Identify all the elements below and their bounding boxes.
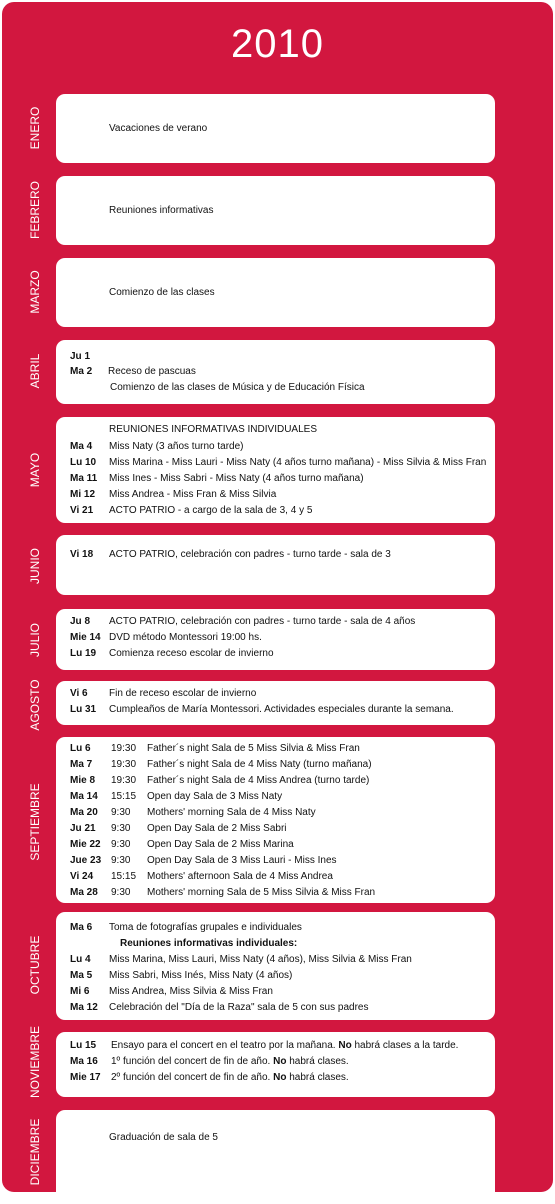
event-day: Ma 28 bbox=[70, 887, 98, 898]
event-day: Ju 8 bbox=[70, 616, 91, 627]
event-time: 9:30 bbox=[111, 839, 131, 850]
event-text: Graduación de sala de 5 bbox=[109, 1132, 218, 1143]
event-time: 9:30 bbox=[111, 855, 131, 866]
event-day: Ma 7 bbox=[70, 759, 93, 770]
month-label-marzo: MARZO bbox=[28, 270, 42, 314]
event-day: Ma 16 bbox=[70, 1056, 98, 1067]
event-day: Ju 1 bbox=[70, 351, 91, 362]
event-text: Toma de fotografías grupales e individuales bbox=[109, 922, 302, 933]
event-text: Reuniones informativas bbox=[109, 205, 214, 216]
event-text: Miss Sabri, Miss Inés, Miss Naty (4 años) bbox=[109, 970, 293, 981]
event-text: Comienza receso escolar de invierno bbox=[109, 648, 274, 659]
event-day: Ma 5 bbox=[70, 970, 93, 981]
event-text: ACTO PATRIO, celebración con padres - turno tarde - sala de 4 años bbox=[109, 616, 416, 627]
section-heading: Reuniones informativas individuales: bbox=[120, 938, 298, 949]
event-day: Ma 2 bbox=[70, 366, 93, 377]
event-text: Mothers' afternoon Sala de 4 Miss Andrea bbox=[147, 871, 333, 882]
event-time: 9:30 bbox=[111, 823, 131, 834]
event-day: Jue 23 bbox=[70, 855, 102, 866]
month-box-abril bbox=[56, 340, 495, 404]
month-box-febrero bbox=[56, 176, 495, 245]
event-text: ACTO PATRIO - a cargo de la sala de 3, 4 y 5 bbox=[109, 505, 313, 516]
month-box-diciembre bbox=[56, 1110, 495, 1204]
event-time: 19:30 bbox=[111, 775, 137, 786]
event-text: Father´s night Sala de 4 Miss Andrea (turno tarde) bbox=[147, 775, 370, 786]
event-day: Lu 31 bbox=[70, 704, 97, 715]
month-box-julio bbox=[56, 609, 495, 670]
event-time: 9:30 bbox=[111, 807, 131, 818]
event-time: 15:15 bbox=[111, 791, 137, 802]
event-text: Vacaciones de verano bbox=[109, 123, 208, 134]
event-text: 1º función del concert de fin de año. No habrá clases. bbox=[111, 1056, 349, 1067]
month-label-octubre: OCTUBRE bbox=[28, 935, 42, 995]
event-text: Comienzo de las clases de Música y de Educación Física bbox=[110, 382, 365, 393]
event-text: Miss Marina, Miss Lauri, Miss Naty (4 años), Miss Silvia & Miss Fran bbox=[109, 954, 412, 965]
event-text: Miss Marina - Miss Lauri - Miss Naty (4 años turno mañana) - Miss Silvia & Miss Fran bbox=[109, 457, 487, 468]
event-text: Miss Naty (3 años turno tarde) bbox=[109, 441, 244, 452]
event-day: Vi 18 bbox=[70, 549, 94, 560]
event-day: Ma 12 bbox=[70, 1002, 98, 1013]
event-text: Open Day Sala de 2 Miss Marina bbox=[147, 839, 294, 850]
month-label-febrero: FEBRERO bbox=[28, 180, 42, 240]
event-day: Mie 8 bbox=[70, 775, 96, 786]
month-label-julio: JULIO bbox=[28, 622, 42, 658]
month-label-agosto: AGOSTO bbox=[28, 679, 42, 731]
event-day: Ju 21 bbox=[70, 823, 96, 834]
event-text: Cumpleaños de María Montessori. Actividades especiales durante la semana. bbox=[109, 704, 454, 715]
event-day: Vi 21 bbox=[70, 505, 94, 516]
event-time: 19:30 bbox=[111, 759, 137, 770]
event-day: Ma 20 bbox=[70, 807, 98, 818]
event-day: Lu 6 bbox=[70, 743, 91, 754]
month-box-septiembre bbox=[56, 737, 495, 903]
event-day: Ma 14 bbox=[70, 791, 98, 802]
month-label-noviembre: NOVIEMBRE bbox=[28, 1025, 42, 1099]
event-day: Vi 24 bbox=[70, 871, 94, 882]
month-box-octubre bbox=[56, 912, 495, 1020]
month-label-diciembre: DICIEMBRE bbox=[28, 1118, 42, 1186]
event-text: 2º función del concert de fin de año. No habrá clases. bbox=[111, 1072, 349, 1083]
event-text: Miss Andrea - Miss Fran & Miss Silvia bbox=[109, 489, 277, 500]
event-text: Father´s night Sala de 4 Miss Naty (turno mañana) bbox=[147, 759, 372, 770]
month-box-agosto bbox=[56, 681, 495, 725]
month-label-abril: ABRIL bbox=[28, 353, 42, 389]
event-text: Mothers' morning Sala de 4 Miss Naty bbox=[147, 807, 316, 818]
event-time: 9:30 bbox=[111, 887, 131, 898]
event-text: Miss Andrea, Miss Silvia & Miss Fran bbox=[109, 986, 273, 997]
event-text: Celebración del "Día de la Raza" sala de 5 con sus padres bbox=[109, 1002, 369, 1013]
event-text: Miss Ines - Miss Sabri - Miss Naty (4 años turno mañana) bbox=[109, 473, 364, 484]
month-box-noviembre bbox=[56, 1032, 495, 1097]
month-label-mayo: MAYO bbox=[28, 452, 42, 488]
event-day: Lu 19 bbox=[70, 648, 97, 659]
year-title: 2010 bbox=[231, 22, 324, 66]
month-box-marzo bbox=[56, 258, 495, 327]
event-text: Open Day Sala de 3 Miss Lauri - Miss Ines bbox=[147, 855, 337, 866]
event-text: ACTO PATRIO, celebración con padres - turno tarde - sala de 3 bbox=[109, 549, 391, 560]
event-text: Ensayo para el concert en el teatro por la mañana. No habrá clases a la tarde. bbox=[111, 1040, 459, 1051]
event-day: Ma 11 bbox=[70, 473, 98, 484]
event-time: 15:15 bbox=[111, 871, 137, 882]
section-heading: REUNIONES INFORMATIVAS INDIVIDUALES bbox=[109, 424, 317, 435]
event-text: Comienzo de las clases bbox=[109, 287, 215, 298]
event-text: Mothers' morning Sala de 5 Miss Silvia & Miss Fran bbox=[147, 887, 376, 898]
event-text: Receso de pascuas bbox=[108, 366, 196, 377]
event-day: Lu 15 bbox=[70, 1040, 97, 1051]
month-label-septiembre: SEPTIEMBRE bbox=[28, 783, 42, 861]
event-day: Lu 4 bbox=[70, 954, 91, 965]
event-text: Open day Sala de 3 Miss Naty bbox=[147, 791, 283, 802]
event-day: Mie 22 bbox=[70, 839, 101, 850]
month-label-enero: ENERO bbox=[28, 106, 42, 150]
event-text: Father´s night Sala de 5 Miss Silvia & Miss Fran bbox=[147, 743, 360, 754]
event-day: Mie 17 bbox=[70, 1072, 101, 1083]
event-time: 19:30 bbox=[111, 743, 137, 754]
event-text: Open Day Sala de 2 Miss Sabri bbox=[147, 823, 287, 834]
month-box-junio bbox=[56, 535, 495, 595]
event-text: DVD método Montessori 19:00 hs. bbox=[109, 632, 262, 643]
month-label-junio: JUNIO bbox=[28, 548, 42, 584]
event-day: Vi 6 bbox=[70, 688, 88, 699]
event-day: Mi 12 bbox=[70, 489, 96, 500]
event-day: Mi 6 bbox=[70, 986, 90, 997]
month-box-mayo bbox=[56, 417, 495, 523]
month-box-enero bbox=[56, 94, 495, 163]
event-day: Mie 14 bbox=[70, 632, 101, 643]
event-text: Fin de receso escolar de invierno bbox=[109, 688, 257, 699]
event-day: Ma 6 bbox=[70, 922, 93, 933]
event-day: Ma 4 bbox=[70, 441, 93, 452]
event-day: Lu 10 bbox=[70, 457, 97, 468]
